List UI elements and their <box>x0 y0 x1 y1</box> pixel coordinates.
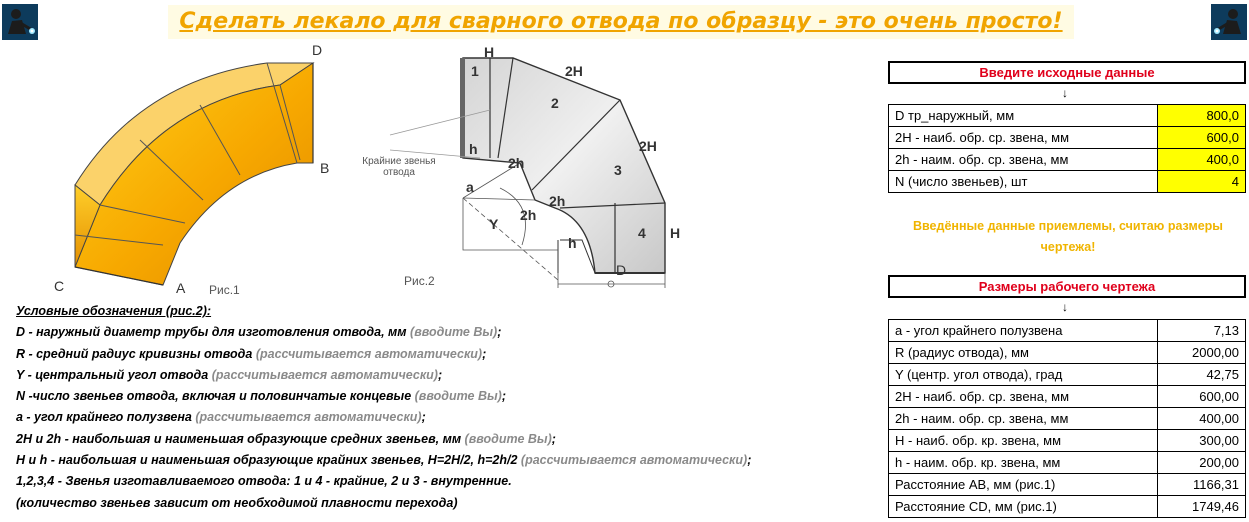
fig2-label-D: D <box>616 262 627 278</box>
fig2-label-h-bottom: h <box>568 235 577 251</box>
result-label: a - угол крайнего полузвена <box>889 320 1158 342</box>
welder-logo-left-icon <box>2 4 38 40</box>
result-label: 2h - наим. обр. ср. звена, мм <box>889 408 1158 430</box>
table-row <box>889 149 1246 171</box>
fig2-label-2h-inner: 2h <box>520 207 537 223</box>
fig2-label-segment-1: 1 <box>471 63 479 79</box>
table-row <box>889 408 1246 430</box>
input-n-segments[interactable]: 4 <box>1158 171 1246 193</box>
input-2h[interactable]: 400,0 <box>1158 149 1246 171</box>
table-row <box>889 105 1246 127</box>
result-label: Y (центр. угол отвода), град <box>889 364 1158 386</box>
result-value: 7,13 <box>1158 320 1246 342</box>
result-label: Расстояние CD, мм (рис.1) <box>889 496 1158 518</box>
legend-line: Y - центральный угол отвода (рассчитывается автоматически); <box>16 367 443 382</box>
result-panel-header: Размеры рабочего чертежа <box>888 275 1246 298</box>
fig1-label-b: B <box>320 160 330 176</box>
result-value: 400,00 <box>1158 408 1246 430</box>
fig2-label-2h-mid: 2h <box>508 155 525 171</box>
legend-line: 1,2,3,4 - Звенья изготавливаемого отвода: 1 и 4 - крайние, 2 и 3 - внутренние. <box>16 474 512 489</box>
legend-block <box>16 301 866 514</box>
result-value: 1749,46 <box>1158 496 1246 518</box>
fig1-caption: Рис.1 <box>209 283 240 297</box>
legend-line: 2H и 2h - наибольшая и наименьшая образующие средних звеньев, мм (вводите Вы); <box>16 431 556 446</box>
table-row <box>889 496 1246 518</box>
result-label: Расстояние АВ, мм (рис.1) <box>889 474 1158 496</box>
legend-line: a - угол крайнего полузвена (рассчитывается автоматически); <box>16 410 426 425</box>
table-row <box>889 320 1246 342</box>
result-label: R (радиус отвода), мм <box>889 342 1158 364</box>
result-value: 200,00 <box>1158 452 1246 474</box>
result-value: 1166,31 <box>1158 474 1246 496</box>
input-label-n: N (число звеньев), шт <box>889 171 1158 193</box>
fig2-label-H-right: H <box>670 225 681 241</box>
result-arrow-down-icon: ↓ <box>1062 300 1068 314</box>
table-row <box>889 127 1246 149</box>
input-2H[interactable]: 600,0 <box>1158 127 1246 149</box>
fig2-label-2H-top: 2H <box>565 63 583 79</box>
fig2-label-2h-low: 2h <box>549 193 566 209</box>
table-row <box>889 386 1246 408</box>
result-value: 600,00 <box>1158 386 1246 408</box>
fig2-edge-note: Крайние звенья отвода <box>362 156 436 178</box>
result-label: 2H - наиб. обр. ср. звена, мм <box>889 386 1158 408</box>
result-table <box>888 319 1246 518</box>
fig2-label-h-left: h <box>469 141 478 157</box>
result-value: 42,75 <box>1158 364 1246 386</box>
input-label-2h: 2h - наим. обр. ср. звена, мм <box>889 149 1158 171</box>
legend-line: H и h - наибольшая и наименьшая образующие крайних звеньев, H=2H/2, h=2h/2 (рассчитывается автоматически); <box>16 453 752 468</box>
status-message: Введённые данные приемлемы, считаю размеры чертежа! <box>913 219 1223 254</box>
welder-logo-right-icon <box>1211 4 1247 40</box>
table-row <box>889 171 1246 193</box>
input-label-d: D тр_наружный, мм <box>889 105 1158 127</box>
table-row <box>889 430 1246 452</box>
legend-line: R - средний радиус кривизны отвода (рассчитывается автоматически); <box>16 346 487 361</box>
legend-line: (количество звеньев зависит от необходимой плавности перехода) <box>16 495 458 510</box>
fig2-label-segment-2: 2 <box>551 95 559 111</box>
fig1-label-a: A <box>176 280 186 296</box>
figure-1-elbow-drawing <box>45 45 335 295</box>
input-arrow-down-icon: ↓ <box>1062 86 1068 100</box>
result-value: 2000,00 <box>1158 342 1246 364</box>
table-row <box>889 364 1246 386</box>
table-row <box>889 452 1246 474</box>
table-row <box>889 474 1246 496</box>
input-table <box>888 104 1246 193</box>
input-panel-header: Введите исходные данные <box>888 61 1246 84</box>
fig2-label-Y: Y <box>489 216 499 232</box>
legend-line: N -число звеньев отвода, включая и половинчатые концевые (вводите Вы); <box>16 389 507 404</box>
fig2-label-2H-right: 2H <box>639 138 657 154</box>
fig2-label-angle-a: a <box>466 179 474 195</box>
fig2-label-H-top: H <box>484 44 495 60</box>
input-d-diameter[interactable]: 800,0 <box>1158 105 1246 127</box>
input-label-2H: 2H - наиб. обр. ср. звена, мм <box>889 127 1158 149</box>
result-label: h - наим. обр. кр. звена, мм <box>889 452 1158 474</box>
legend-line: D - наружный диаметр трубы для изготовления отвода, мм (вводите Вы); <box>16 325 502 340</box>
legend-title: Условные обозначения (рис.2): <box>16 304 212 318</box>
fig1-label-c: C <box>54 278 65 294</box>
fig2-caption: Рис.2 <box>404 274 435 288</box>
page-title: Сделать лекало для сварного отвода по образцу - это очень просто! <box>168 5 1074 39</box>
fig1-label-d: D <box>312 42 323 58</box>
fig2-label-segment-3: 3 <box>614 162 622 178</box>
table-row <box>889 342 1246 364</box>
fig2-label-segment-4: 4 <box>638 225 646 241</box>
result-value: 300,00 <box>1158 430 1246 452</box>
result-label: H - наиб. обр. кр. звена, мм <box>889 430 1158 452</box>
